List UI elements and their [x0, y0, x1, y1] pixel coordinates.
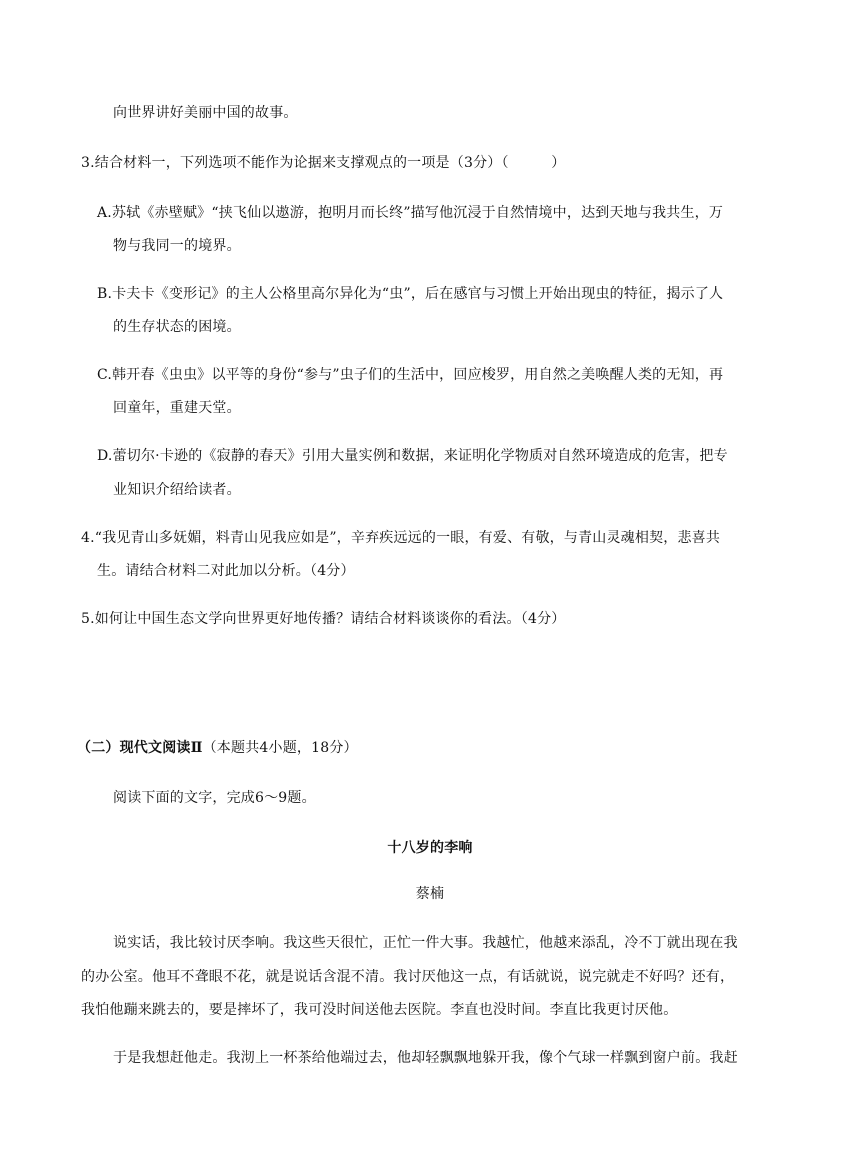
option-b-line-2: 的生存状态的困境。 [113, 319, 241, 335]
story-paragraph-1-line-2: 的办公室。他耳不聋眼不花，就是说话含混不清。我讨厌他这一点，有话就说，说完就走不好吗？还有， [81, 969, 735, 985]
section-2-heading-bold: （二）现代文阅读Ⅱ [77, 740, 203, 756]
question-5: 5.如何让中国生态文学向世界更好地传播？请结合材料谈谈你的看法。（4分） [81, 611, 566, 627]
option-d-line-1: D.蕾切尔·卡逊的《寂静的春天》引用大量实例和数据，来证明化学物质对自然环境造成的危害，把专 [97, 448, 728, 464]
story-title: 十八岁的李响 [387, 840, 473, 856]
question-4-line-2: 生。请结合材料二对此加以分析。（4分） [97, 563, 355, 579]
option-c-line-2: 回童年，重建天堂。 [113, 400, 241, 416]
story-paragraph-2-line-1: 于是我想赶他走。我沏上一杯茶给他端过去，他却轻飘飘地躲开我，像个气球一样飘到窗户前。我赶 [113, 1050, 738, 1066]
question-3-stem: 3.结合材料一，下列选项不能作为论据来支撑观点的一项是（3分）（ ） [81, 155, 566, 171]
option-b-line-1: B.卡夫卡《变形记》的主人公格里高尔异化为“虫”，后在感官与习惯上开始出现虫的特征，揭示了人 [97, 286, 724, 302]
continuation-text: 向世界讲好美丽中国的故事。 [113, 105, 298, 121]
option-d-line-2: 业知识介绍给读者。 [113, 482, 241, 498]
story-paragraph-1-line-1: 说实话，我比较讨厌李响。我这些天很忙，正忙一件大事。我越忙，他越来添乱，冷不丁就出现在我 [113, 935, 738, 951]
section-2-heading-rest: （本题共4小题，18分） [202, 740, 358, 756]
story-paragraph-1-line-3: 我怕他蹦来跳去的，要是摔坏了，我可没时间送他去医院。李直也没时间。李直比我更讨厌他。 [81, 1002, 678, 1018]
question-4-line-1: 4.“我见青山多妩媚，料青山见我应如是”，辛弃疾远远的一眼，有爱、有敬，与青山灵魂相契，悲喜共 [81, 530, 721, 546]
reading-instruction: 阅读下面的文字，完成6～9题。 [113, 790, 316, 806]
option-c-line-1: C.韩开春《虫虫》以平等的身份“参与”虫子们的生活中，回应梭罗，用自然之美唤醒人类的无知，再 [97, 367, 724, 383]
story-author: 蔡楠 [415, 886, 445, 902]
option-a-line-1: A.苏轼《赤壁赋》“挟飞仙以遨游，抱明月而长终”描写他沉浸于自然情境中，达到天地与我共生，万 [97, 205, 724, 221]
option-a-line-2: 物与我同一的境界。 [113, 238, 241, 254]
section-2-heading [77, 738, 358, 758]
